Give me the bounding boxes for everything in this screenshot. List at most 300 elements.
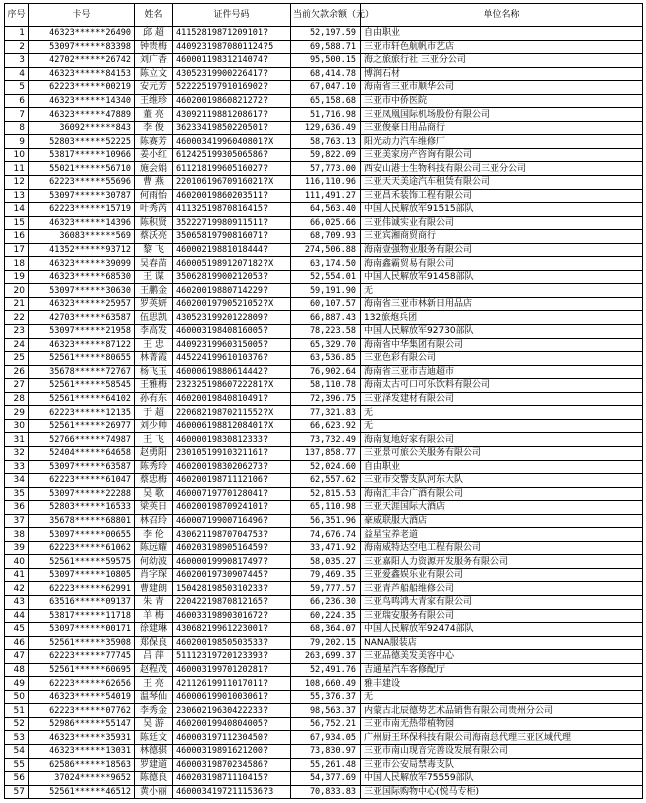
cell-name: 吴春苗 bbox=[135, 257, 173, 271]
table-row bbox=[5, 352, 643, 366]
cell-index: 53 bbox=[5, 731, 29, 745]
cell-index: 31 bbox=[5, 433, 29, 447]
cell-org: 三亚色彩有限公司 bbox=[361, 352, 643, 366]
table-row bbox=[5, 243, 643, 257]
cell-name: 陈赛芳 bbox=[135, 135, 173, 149]
cell-id-number: 41152819871209101? bbox=[173, 27, 291, 41]
cell-index: 3 bbox=[5, 54, 29, 68]
cell-index: 32 bbox=[5, 446, 29, 460]
cell-name: 何雨怡 bbox=[135, 189, 173, 203]
cell-id-number: 46000319711230450? bbox=[173, 731, 291, 745]
cell-id-number: 46000119831214074? bbox=[173, 54, 291, 68]
table-row bbox=[5, 704, 643, 718]
cell-id-number: 46003319890301672? bbox=[173, 609, 291, 623]
cell-amount: 72,396.75 bbox=[291, 392, 361, 406]
cell-org: 中国人民解放军92474部队 bbox=[361, 623, 643, 637]
cell-org: 中国人民解放军92730部队 bbox=[361, 325, 643, 339]
cell-id-number: 43052319900226417? bbox=[173, 67, 291, 81]
cell-index: 47 bbox=[5, 650, 29, 664]
table-row bbox=[5, 446, 643, 460]
header-index: 序号 bbox=[5, 4, 29, 27]
cell-org: 海南太古可口可乐饮料有限公司 bbox=[361, 379, 643, 393]
cell-index: 50 bbox=[5, 690, 29, 704]
cell-amount: 70,833.83 bbox=[291, 785, 361, 799]
cell-amount: 69,588.71 bbox=[291, 40, 361, 54]
cell-org: 无 bbox=[361, 690, 643, 704]
cell-name: 蔡忠梅 bbox=[135, 474, 173, 488]
table-row bbox=[5, 203, 643, 217]
cell-id-number: 46000319870234586? bbox=[173, 758, 291, 772]
cell-id-number: 46020319890516459? bbox=[173, 541, 291, 555]
cell-index: 30 bbox=[5, 419, 29, 433]
cell-index: 48 bbox=[5, 663, 29, 677]
cell-name: 陈立文 bbox=[135, 67, 173, 81]
cell-card: 42702******26742 bbox=[29, 54, 135, 68]
cell-org: 三亚青芦船船维修公司 bbox=[361, 582, 643, 596]
cell-org: 三亚俊豪日用品商行 bbox=[361, 121, 643, 135]
cell-index: 11 bbox=[5, 162, 29, 176]
cell-index: 22 bbox=[5, 311, 29, 325]
cell-name: 姜小红 bbox=[135, 148, 173, 162]
cell-amount: 67,047.10 bbox=[291, 81, 361, 95]
cell-id-number: 22010619670916021?X bbox=[173, 176, 291, 190]
cell-card: 53097******21958 bbox=[29, 325, 135, 339]
cell-index: 13 bbox=[5, 189, 29, 203]
cell-card: 52561******35908 bbox=[29, 636, 135, 650]
cell-org: 内蒙古北辰德势艺术品销售有限公司贵州分公司 bbox=[361, 704, 643, 718]
cell-index: 21 bbox=[5, 297, 29, 311]
cell-org: 益星宝养老道 bbox=[361, 528, 643, 542]
cell-amount: 108,660.49 bbox=[291, 677, 361, 691]
cell-card: 52404******64658 bbox=[29, 446, 135, 460]
cell-name: 李高发 bbox=[135, 325, 173, 339]
cell-index: 27 bbox=[5, 379, 29, 393]
cell-name: 于 超 bbox=[135, 406, 173, 420]
cell-card: 46323******35931 bbox=[29, 731, 135, 745]
cell-org: 自由职业 bbox=[361, 27, 643, 41]
cell-id-number: 43052319920122809? bbox=[173, 311, 291, 325]
cell-card: 41352******93712 bbox=[29, 243, 135, 257]
cell-card: 62223******00219 bbox=[29, 81, 135, 95]
cell-amount: 60,224.35 bbox=[291, 609, 361, 623]
cell-index: 12 bbox=[5, 176, 29, 190]
header-org: 单位名称 bbox=[361, 4, 643, 27]
cell-index: 5 bbox=[5, 81, 29, 95]
cell-index: 25 bbox=[5, 352, 29, 366]
cell-name: 陈积贤 bbox=[135, 216, 173, 230]
cell-amount: 52,491.76 bbox=[291, 663, 361, 677]
cell-org: 海南壹强物业服务有限公司 bbox=[361, 243, 643, 257]
cell-name: 罗英妍 bbox=[135, 297, 173, 311]
table-row bbox=[5, 284, 643, 298]
cell-index: 52 bbox=[5, 717, 29, 731]
cell-amount: 137,858.77 bbox=[291, 446, 361, 460]
cell-amount: 59,191.90 bbox=[291, 284, 361, 298]
cell-card: 53097******83398 bbox=[29, 40, 135, 54]
cell-org: 三亚宾湘商贸商行 bbox=[361, 230, 643, 244]
cell-name: 杨飞玉 bbox=[135, 365, 173, 379]
cell-card: 53097******10805 bbox=[29, 568, 135, 582]
cell-name: 吴 歌 bbox=[135, 487, 173, 501]
cell-name: 陈秀玲 bbox=[135, 460, 173, 474]
cell-org: 海之旅旅行社 三亚分公司 bbox=[361, 54, 643, 68]
cell-org: 三亚泽发建材有限公司 bbox=[361, 392, 643, 406]
table-row bbox=[5, 555, 643, 569]
cell-index: 15 bbox=[5, 216, 29, 230]
cell-card: 36083******569 bbox=[29, 230, 135, 244]
cell-index: 51 bbox=[5, 704, 29, 718]
cell-amount: 59,777.57 bbox=[291, 582, 361, 596]
cell-id-number: 46000019830812333? bbox=[173, 433, 291, 447]
table-row bbox=[5, 487, 643, 501]
cell-index: 8 bbox=[5, 121, 29, 135]
cell-amount: 78,223.58 bbox=[291, 325, 361, 339]
cell-card: 53097******00655 bbox=[29, 528, 135, 542]
table-header-row bbox=[5, 4, 643, 27]
table-row bbox=[5, 690, 643, 704]
cell-name: 曹 燕 bbox=[135, 176, 173, 190]
cell-index: 2 bbox=[5, 40, 29, 54]
cell-name: 赵程茂 bbox=[135, 663, 173, 677]
cell-index: 42 bbox=[5, 582, 29, 596]
cell-index: 4 bbox=[5, 67, 29, 81]
header-card: 卡号 bbox=[29, 4, 135, 27]
cell-card: 52803******52225 bbox=[29, 135, 135, 149]
cell-amount: 116,110.96 bbox=[291, 176, 361, 190]
cell-card: 62586******18563 bbox=[29, 758, 135, 772]
table-row bbox=[5, 501, 643, 515]
table-row bbox=[5, 270, 643, 284]
cell-org: 三亚品德美发美容中心 bbox=[361, 650, 643, 664]
cell-name: 林召玲 bbox=[135, 514, 173, 528]
cell-index: 40 bbox=[5, 555, 29, 569]
table-row bbox=[5, 717, 643, 731]
cell-index: 9 bbox=[5, 135, 29, 149]
cell-card: 46323******25957 bbox=[29, 297, 135, 311]
cell-id-number: 46000519891207182?X bbox=[173, 257, 291, 271]
cell-org: 自由职业 bbox=[361, 460, 643, 474]
cell-org: 豪威联服大酒店 bbox=[361, 514, 643, 528]
cell-amount: 98,563.37 bbox=[291, 704, 361, 718]
cell-org: 三亚国际购物中心(悦马专柜) bbox=[361, 785, 643, 799]
cell-id-number: 46020019840810491? bbox=[173, 392, 291, 406]
cell-index: 10 bbox=[5, 148, 29, 162]
cell-id-number: 44522419961010376? bbox=[173, 352, 291, 366]
cell-amount: 58,110.78 bbox=[291, 379, 361, 393]
cell-org: 三亚市公安局禁毒支队 bbox=[361, 758, 643, 772]
cell-amount: 68,364.07 bbox=[291, 623, 361, 637]
cell-amount: 55,376.37 bbox=[291, 690, 361, 704]
cell-card: 46323******13031 bbox=[29, 744, 135, 758]
table-row bbox=[5, 419, 643, 433]
cell-name: 刘少帅 bbox=[135, 419, 173, 433]
cell-card: 46323******54019 bbox=[29, 690, 135, 704]
cell-org: 吉通星汽车客修配厅 bbox=[361, 663, 643, 677]
table-row bbox=[5, 406, 643, 420]
cell-id-number: 43092119881208617? bbox=[173, 108, 291, 122]
cell-id-number: 46000319970120281? bbox=[173, 663, 291, 677]
table-row bbox=[5, 609, 643, 623]
cell-card: 52561******59575 bbox=[29, 555, 135, 569]
table-row bbox=[5, 433, 643, 447]
cell-card: 52986******55147 bbox=[29, 717, 135, 731]
cell-index: 16 bbox=[5, 230, 29, 244]
table-row bbox=[5, 568, 643, 582]
cell-name: 陈廷文 bbox=[135, 731, 173, 745]
table-row bbox=[5, 474, 643, 488]
cell-card: 35678******68801 bbox=[29, 514, 135, 528]
cell-org: 三亚市交警支队河东大队 bbox=[361, 474, 643, 488]
cell-org: 海南省三亚市吉迪超市 bbox=[361, 365, 643, 379]
cell-org: 海南省中华集团有限公司 bbox=[361, 338, 643, 352]
cell-org: NANA服装店 bbox=[361, 636, 643, 650]
cell-name: 何幼波 bbox=[135, 555, 173, 569]
cell-amount: 33,471.92 bbox=[291, 541, 361, 555]
cell-amount: 65,329.70 bbox=[291, 338, 361, 352]
cell-name: 王 飞 bbox=[135, 433, 173, 447]
cell-id-number: 15042819850310233? bbox=[173, 582, 291, 596]
cell-id-number: 46000319840816005? bbox=[173, 325, 291, 339]
table-row bbox=[5, 528, 643, 542]
cell-index: 17 bbox=[5, 243, 29, 257]
cell-index: 45 bbox=[5, 623, 29, 637]
cell-id-number: 46000341996040801?X bbox=[173, 135, 291, 149]
cell-id-number: 46020019850503533? bbox=[173, 636, 291, 650]
table-row bbox=[5, 27, 643, 41]
cell-index: 57 bbox=[5, 785, 29, 799]
cell-id-number: 61242519930506586? bbox=[173, 148, 291, 162]
cell-id-number: 43068219961223001? bbox=[173, 623, 291, 637]
cell-card: 46323******87122 bbox=[29, 338, 135, 352]
cell-id-number: 46000719770128041? bbox=[173, 487, 291, 501]
cell-id-number: 42112619911017011? bbox=[173, 677, 291, 691]
cell-amount: 65,158.68 bbox=[291, 94, 361, 108]
table-row bbox=[5, 582, 643, 596]
cell-name: 王 谋 bbox=[135, 270, 173, 284]
cell-org: 海南鑫霸贸易有限公司 bbox=[361, 257, 643, 271]
table-row bbox=[5, 650, 643, 664]
cell-name: 黎 飞 bbox=[135, 243, 173, 257]
cell-amount: 58,763.13 bbox=[291, 135, 361, 149]
cell-card: 62223******77745 bbox=[29, 650, 135, 664]
cell-org: 海南复地好家有限公司 bbox=[361, 433, 643, 447]
cell-index: 23 bbox=[5, 325, 29, 339]
cell-index: 7 bbox=[5, 108, 29, 122]
cell-org: 三亚嘉阳人力资源开发服务有限公司 bbox=[361, 555, 643, 569]
cell-index: 46 bbox=[5, 636, 29, 650]
cell-name: 李 俊 bbox=[135, 121, 173, 135]
cell-org: 132旅炮兵团 bbox=[361, 311, 643, 325]
cell-id-number: 46020019790521052?X bbox=[173, 297, 291, 311]
cell-amount: 57,773.00 bbox=[291, 162, 361, 176]
cell-name: 李秀金 bbox=[135, 704, 173, 718]
cell-id-number: 46000341972111536?3 bbox=[173, 785, 291, 799]
cell-name: 朱 青 bbox=[135, 595, 173, 609]
table-body bbox=[5, 27, 643, 799]
table-row bbox=[5, 744, 643, 758]
cell-card: 53097******22288 bbox=[29, 487, 135, 501]
cell-amount: 63,174.50 bbox=[291, 257, 361, 271]
table-row bbox=[5, 772, 643, 786]
cell-org: 西安山港士生物科技有限公司三亚分公司 bbox=[361, 162, 643, 176]
header-name: 姓名 bbox=[135, 4, 173, 27]
cell-amount: 52,815.53 bbox=[291, 487, 361, 501]
cell-amount: 60,107.57 bbox=[291, 297, 361, 311]
cell-card: 52561******46512 bbox=[29, 785, 135, 799]
cell-name: 王维珍 bbox=[135, 94, 173, 108]
cell-amount: 79,202.15 bbox=[291, 636, 361, 650]
table-row bbox=[5, 325, 643, 339]
cell-name: 罗建道 bbox=[135, 758, 173, 772]
cell-card: 52561******60695 bbox=[29, 663, 135, 677]
cell-card: 52561******80655 bbox=[29, 352, 135, 366]
table-row bbox=[5, 54, 643, 68]
cell-card: 53097******30787 bbox=[29, 189, 135, 203]
cell-index: 49 bbox=[5, 677, 29, 691]
table-row bbox=[5, 311, 643, 325]
cell-id-number: 43062119870704753? bbox=[173, 528, 291, 542]
table-row bbox=[5, 379, 643, 393]
cell-id-number: 44092319870801124?5 bbox=[173, 40, 291, 54]
cell-index: 29 bbox=[5, 406, 29, 420]
table-row bbox=[5, 365, 643, 379]
cell-id-number: 46000719900716496? bbox=[173, 514, 291, 528]
cell-id-number: 61121819960516027? bbox=[173, 162, 291, 176]
cell-org: 三亚天涯国际大酒店 bbox=[361, 501, 643, 515]
cell-name: 陈远耀 bbox=[135, 541, 173, 555]
cell-card: 62223******61047 bbox=[29, 474, 135, 488]
header-amount: 当前欠款余额（元） bbox=[291, 4, 361, 27]
cell-amount: 56,752.21 bbox=[291, 717, 361, 731]
cell-id-number: 35222719980911511? bbox=[173, 216, 291, 230]
cell-id-number: 46020019940804005? bbox=[173, 717, 291, 731]
cell-amount: 129,636.49 bbox=[291, 121, 361, 135]
cell-card: 37024******9652 bbox=[29, 772, 135, 786]
cell-amount: 68,414.78 bbox=[291, 67, 361, 81]
cell-card: 52561******58545 bbox=[29, 379, 135, 393]
cell-index: 39 bbox=[5, 541, 29, 555]
cell-index: 14 bbox=[5, 203, 29, 217]
cell-org: 阳光动力汽车维修厂 bbox=[361, 135, 643, 149]
cell-amount: 66,236.30 bbox=[291, 595, 361, 609]
cell-name: 孙有东 bbox=[135, 392, 173, 406]
cell-card: 53817******10966 bbox=[29, 148, 135, 162]
cell-amount: 274,506.88 bbox=[291, 243, 361, 257]
table-row bbox=[5, 148, 643, 162]
cell-id-number: 41132519870816415? bbox=[173, 203, 291, 217]
cell-card: 52766******74987 bbox=[29, 433, 135, 447]
cell-id-number: 35062819900212053? bbox=[173, 270, 291, 284]
header-id-number: 证件号码 bbox=[173, 4, 291, 27]
cell-amount: 66,025.66 bbox=[291, 216, 361, 230]
cell-index: 35 bbox=[5, 487, 29, 501]
table-row bbox=[5, 392, 643, 406]
cell-name: 吕 萍 bbox=[135, 650, 173, 664]
cell-card: 52561******64102 bbox=[29, 392, 135, 406]
cell-id-number: 35065819790816071? bbox=[173, 230, 291, 244]
cell-amount: 73,830.97 bbox=[291, 744, 361, 758]
cell-id-number: 22042219870812165? bbox=[173, 595, 291, 609]
cell-index: 24 bbox=[5, 338, 29, 352]
table-row bbox=[5, 40, 643, 54]
cell-amount: 56,351.96 bbox=[291, 514, 361, 528]
cell-name: 陈德良 bbox=[135, 772, 173, 786]
cell-id-number: 52222519791016902? bbox=[173, 81, 291, 95]
cell-index: 19 bbox=[5, 270, 29, 284]
cell-name: 赵勇阳 bbox=[135, 446, 173, 460]
cell-id-number: 23060219630422233? bbox=[173, 704, 291, 718]
cell-name: 徐建琳 bbox=[135, 623, 173, 637]
cell-index: 6 bbox=[5, 94, 29, 108]
cell-card: 42703******63587 bbox=[29, 311, 135, 325]
cell-card: 52803******16533 bbox=[29, 501, 135, 515]
cell-id-number: 46020019830206273? bbox=[173, 460, 291, 474]
cell-org: 三亚市轩色航帆市艺店 bbox=[361, 40, 643, 54]
debt-table-container bbox=[4, 3, 643, 799]
table-row bbox=[5, 338, 643, 352]
cell-org: 三亚景可旅公关服务有限公司 bbox=[361, 446, 643, 460]
table-row bbox=[5, 595, 643, 609]
cell-amount: 59,822.09 bbox=[291, 148, 361, 162]
cell-name: 肖字琛 bbox=[135, 568, 173, 582]
table-row bbox=[5, 460, 643, 474]
cell-id-number: 46020319871110415? bbox=[173, 772, 291, 786]
cell-card: 55021******56710 bbox=[29, 162, 135, 176]
cell-amount: 64,563.40 bbox=[291, 203, 361, 217]
cell-org: 海南省三亚市顺华公司 bbox=[361, 81, 643, 95]
cell-card: 46323******39099 bbox=[29, 257, 135, 271]
cell-card: 53097******30630 bbox=[29, 284, 135, 298]
cell-id-number: 46020019871112106? bbox=[173, 474, 291, 488]
cell-amount: 79,469.35 bbox=[291, 568, 361, 582]
table-row bbox=[5, 758, 643, 772]
cell-card: 36092******843 bbox=[29, 121, 135, 135]
table-row bbox=[5, 663, 643, 677]
cell-card: 62223******62656 bbox=[29, 677, 135, 691]
cell-amount: 66,887.43 bbox=[291, 311, 361, 325]
cell-amount: 51,716.98 bbox=[291, 108, 361, 122]
cell-card: 46323******47889 bbox=[29, 108, 135, 122]
cell-card: 62223******07762 bbox=[29, 704, 135, 718]
cell-id-number: 46000619880614442? bbox=[173, 365, 291, 379]
cell-org: 无 bbox=[361, 284, 643, 298]
cell-org: 三亚昌禾装饰工程有限公司 bbox=[361, 189, 643, 203]
cell-name: 刘广香 bbox=[135, 54, 173, 68]
cell-name: 王 忠 bbox=[135, 338, 173, 352]
cell-card: 63516******09137 bbox=[29, 595, 135, 609]
cell-id-number: 22068219870211552?X bbox=[173, 406, 291, 420]
table-row bbox=[5, 636, 643, 650]
cell-id-number: 23010519910321161? bbox=[173, 446, 291, 460]
cell-card: 52561******26977 bbox=[29, 419, 135, 433]
cell-amount: 62,557.62 bbox=[291, 474, 361, 488]
cell-org: 三亚美家房产咨询有限公司 bbox=[361, 148, 643, 162]
cell-org: 三亚鸟鸣鸿大青家有限公司 bbox=[361, 595, 643, 609]
cell-name: 钟贵梅 bbox=[135, 40, 173, 54]
cell-card: 46323******14340 bbox=[29, 94, 135, 108]
cell-id-number: 46000019990817497? bbox=[173, 555, 291, 569]
cell-id-number: 46000319891621200? bbox=[173, 744, 291, 758]
cell-org: 海南威特达空电工程有限公司 bbox=[361, 541, 643, 555]
cell-org: 无 bbox=[361, 419, 643, 433]
cell-name: 王 亮 bbox=[135, 677, 173, 691]
cell-org: 海南汇丰合广酒有限公司 bbox=[361, 487, 643, 501]
cell-name: 蔡沃亮 bbox=[135, 230, 173, 244]
cell-card: 62223******12135 bbox=[29, 406, 135, 420]
table-row bbox=[5, 121, 643, 135]
table-row bbox=[5, 108, 643, 122]
cell-org: 三亚市南无热带植物园 bbox=[361, 717, 643, 731]
